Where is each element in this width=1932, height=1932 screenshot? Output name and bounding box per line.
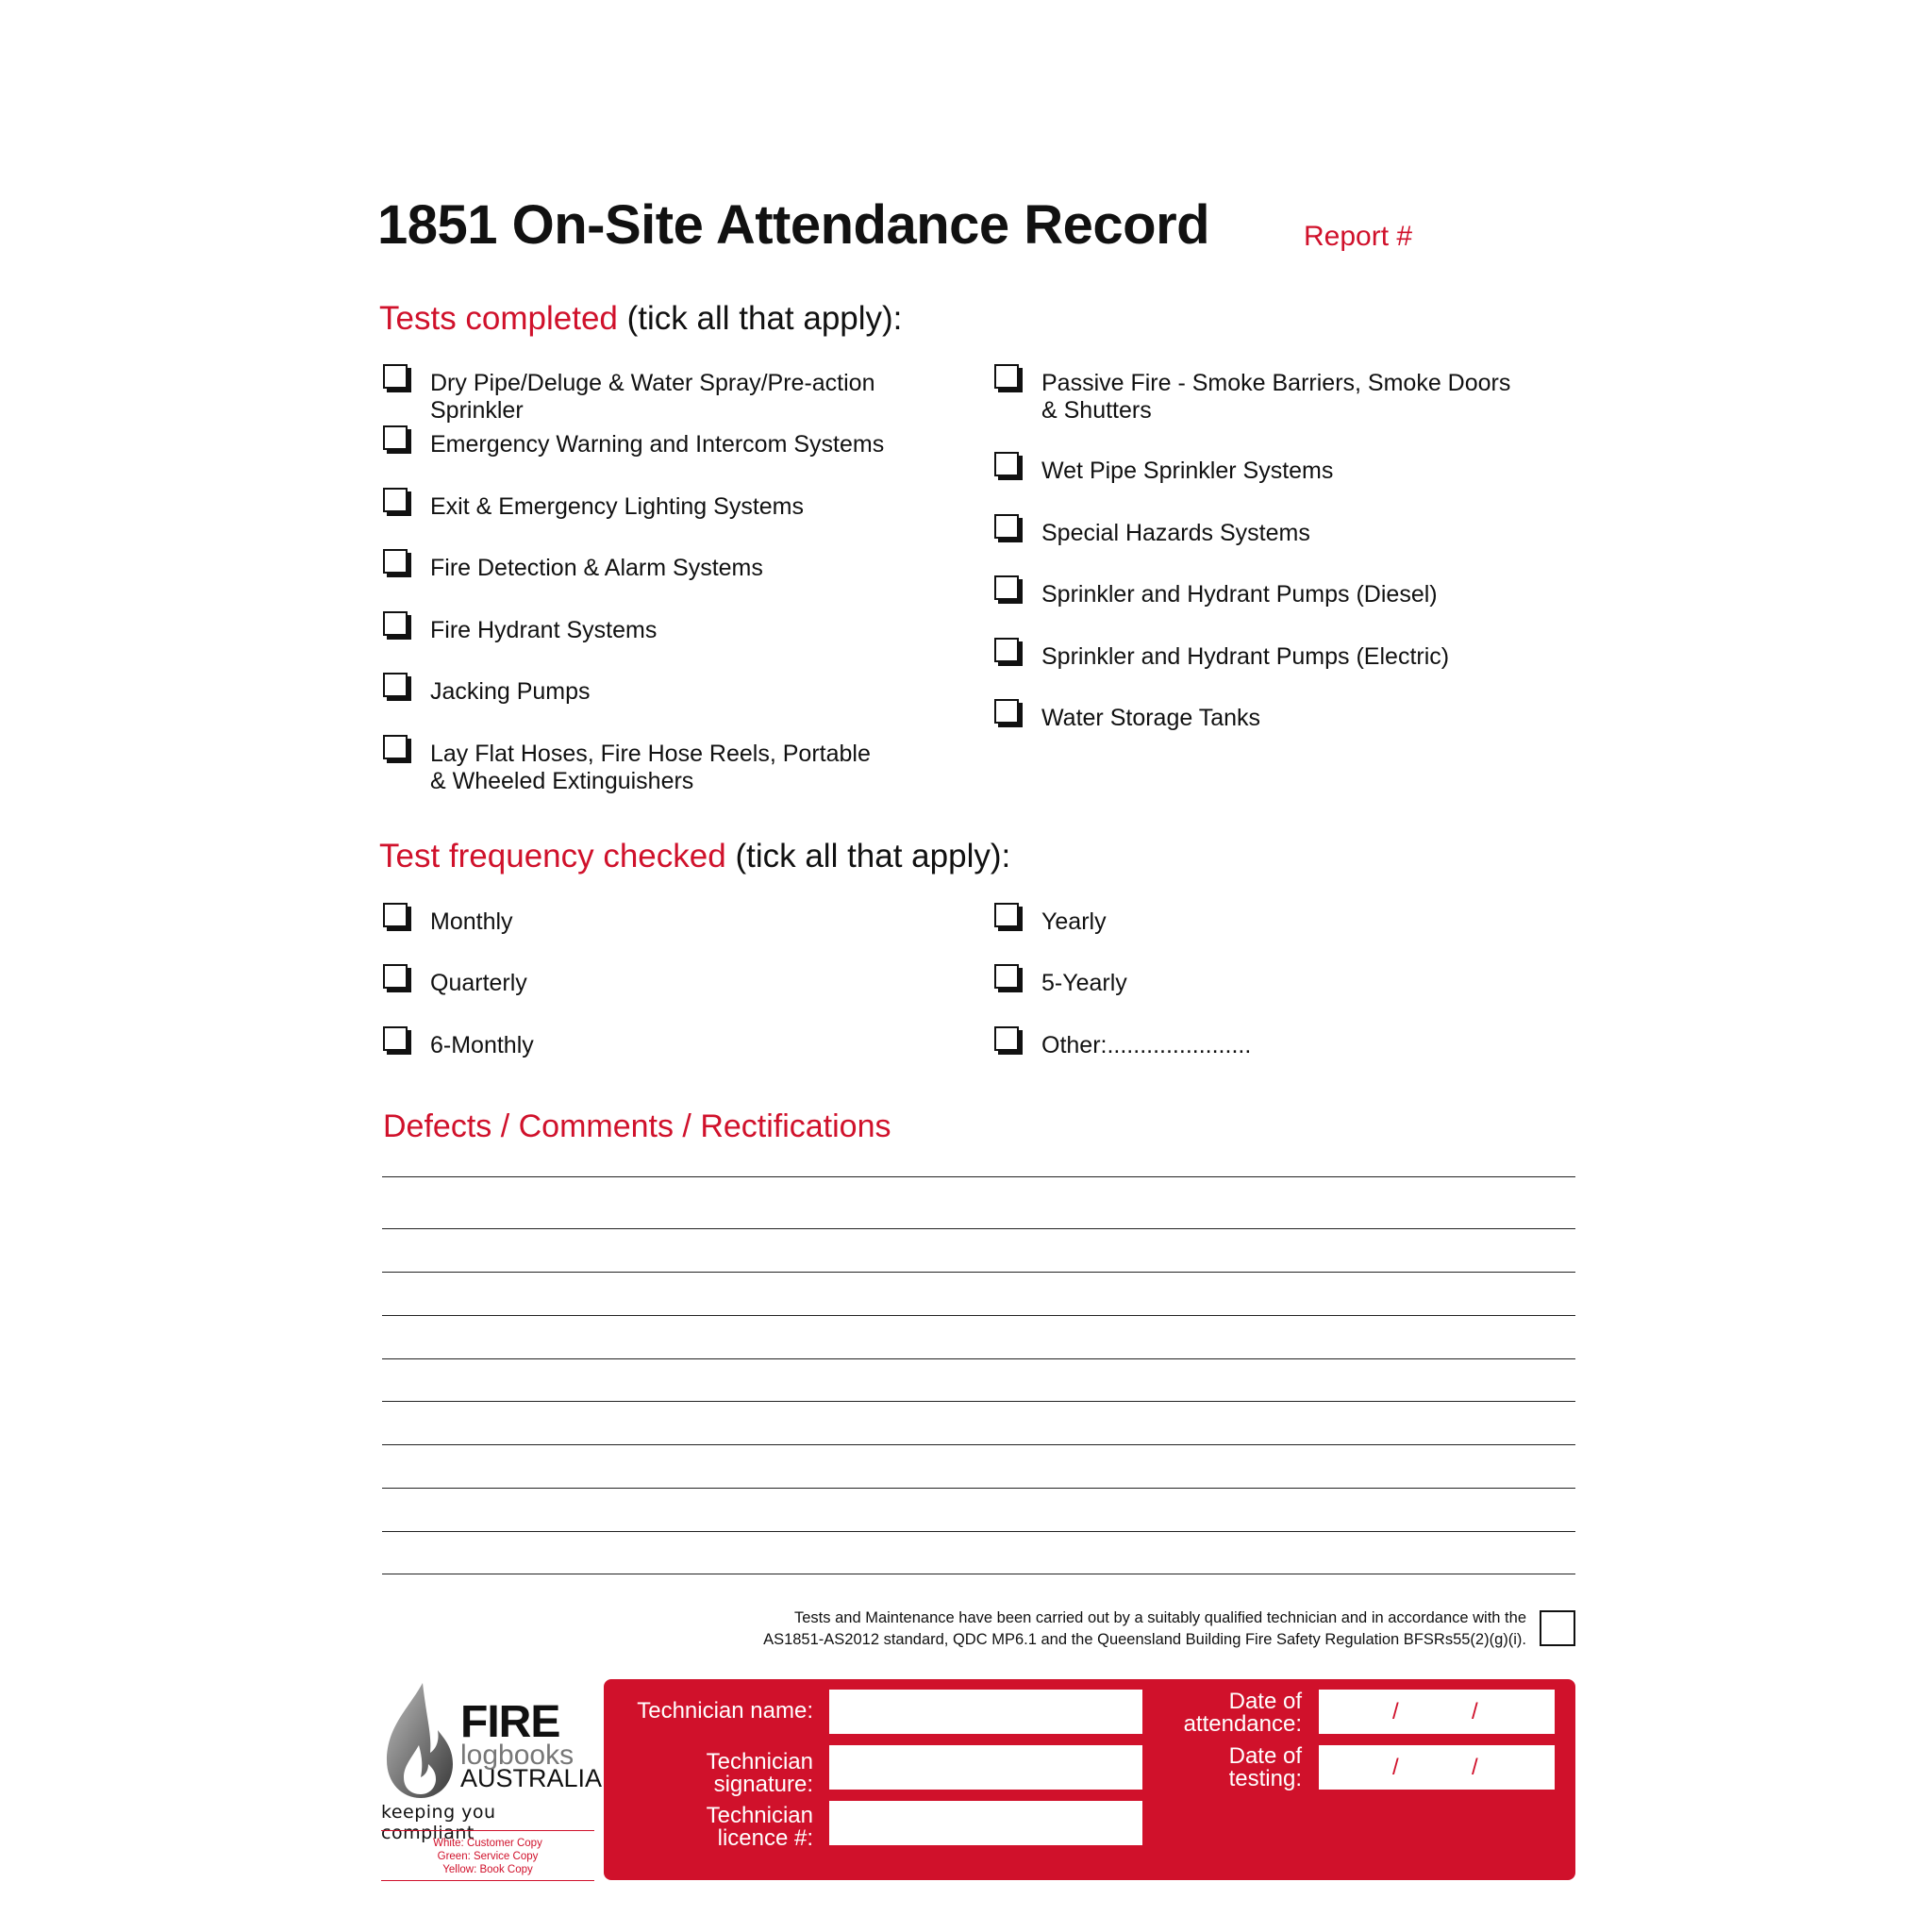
test-option[interactable] (377, 678, 591, 706)
frequency-option-label: Other:...................... (1041, 1032, 1252, 1058)
copy-line: Green: Service Copy (437, 1851, 539, 1862)
copy-line: Yellow: Book Copy (442, 1864, 533, 1875)
tests-completed-heading-note: (tick all that apply): (617, 300, 903, 337)
test-option[interactable] (377, 617, 657, 644)
page-title: 1851 On-Site Attendance Record (377, 194, 1210, 256)
test-option-label: Sprinkler and Hydrant Pumps (Electric) (1041, 643, 1450, 670)
test-option-label: Fire Detection & Alarm Systems (430, 555, 763, 581)
checkbox[interactable] (383, 964, 408, 989)
fire-logbooks-logo (381, 1679, 603, 1879)
checkbox[interactable] (383, 1026, 408, 1051)
checkbox[interactable] (994, 452, 1019, 476)
test-option[interactable] (377, 741, 887, 795)
technician-signature-field[interactable] (829, 1745, 1142, 1790)
test-option[interactable] (989, 370, 1517, 425)
date-separator: / (1472, 1755, 1478, 1780)
flame-icon (381, 1679, 457, 1800)
frequency-option-label: 5-Yearly (1041, 970, 1127, 996)
test-option-label: Fire Hydrant Systems (430, 617, 658, 643)
label-line: Date of (1228, 1743, 1302, 1769)
test-frequency-heading-note: (tick all that apply): (725, 838, 1011, 874)
checkbox[interactable] (994, 514, 1019, 539)
logo-fire-text: FIRE (460, 1697, 560, 1747)
defects-heading: Defects / Comments / Rectifications (383, 1108, 891, 1144)
date-of-attendance-label (1132, 1690, 1302, 1736)
label-line: attendance: (1183, 1711, 1302, 1737)
tests-completed-heading (379, 300, 902, 338)
test-option-label: Exit & Emergency Lighting Systems (430, 493, 804, 520)
technician-licence-field[interactable] (829, 1801, 1142, 1845)
frequency-option-label: Quarterly (430, 970, 527, 996)
test-option[interactable] (989, 705, 1260, 732)
checkbox[interactable] (383, 364, 408, 389)
compliance-statement (677, 1607, 1526, 1651)
comment-line[interactable] (382, 1315, 1575, 1316)
test-option[interactable] (377, 555, 763, 582)
date-of-testing-field[interactable] (1319, 1745, 1555, 1790)
checkbox[interactable] (383, 488, 408, 512)
date-of-testing-label (1132, 1745, 1302, 1790)
frequency-option[interactable] (377, 908, 513, 936)
checkbox[interactable] (994, 1026, 1019, 1051)
compliance-line: Tests and Maintenance have been carried out by a suitably qualified technician and in accordance with the (794, 1609, 1526, 1626)
frequency-option[interactable] (989, 970, 1127, 997)
test-option[interactable] (989, 643, 1449, 671)
logo-logbooks-text: logbooks (460, 1740, 575, 1771)
report-number-label: Report # (1304, 221, 1413, 252)
test-option[interactable] (377, 493, 804, 521)
test-option-label: Wet Pipe Sprinkler Systems (1041, 458, 1334, 484)
checkbox[interactable] (383, 673, 408, 697)
test-option[interactable] (377, 431, 884, 458)
frequency-option-label: Yearly (1041, 908, 1107, 935)
checkbox[interactable] (994, 364, 1019, 389)
frequency-option[interactable] (989, 908, 1107, 936)
checkbox[interactable] (383, 735, 408, 759)
comment-line[interactable] (382, 1272, 1575, 1273)
test-option-label: Sprinkler and Hydrant Pumps (Diesel) (1041, 581, 1438, 608)
logo-australia-text: AUSTRALIA (460, 1764, 603, 1792)
copy-line: White: Customer Copy (433, 1838, 542, 1849)
checkbox[interactable] (383, 903, 408, 927)
comment-line[interactable] (382, 1488, 1575, 1489)
test-option-label: Jacking Pumps (430, 678, 591, 705)
frequency-option[interactable] (377, 1032, 534, 1059)
test-option-label: Passive Fire - Smoke Barriers, Smoke Doors & Shutters (1041, 370, 1511, 424)
technician-name-field[interactable] (829, 1690, 1142, 1734)
test-option-label: Dry Pipe/Deluge & Water Spray/Pre-action Sprinkler (430, 370, 875, 424)
checkbox[interactable] (994, 699, 1019, 724)
checkbox[interactable] (383, 425, 408, 450)
comment-line[interactable] (382, 1401, 1575, 1402)
test-frequency-heading (379, 838, 1010, 875)
test-option[interactable] (989, 520, 1310, 547)
technician-licence-label (604, 1805, 813, 1850)
compliance-line: AS1851-AS2012 standard, QDC MP6.1 and the Queensland Building Fire Safety Regulation BFSRs55(2)(g)(i). (763, 1631, 1526, 1648)
test-option-label: Special Hazards Systems (1041, 520, 1310, 546)
comment-line[interactable] (382, 1176, 1575, 1177)
test-option-label: Lay Flat Hoses, Fire Hose Reels, Portable & Wheeled Extinguishers (430, 741, 871, 794)
date-separator: / (1472, 1699, 1478, 1724)
logo-tagline: keeping you compliant (381, 1802, 496, 1843)
label-line: Technician (706, 1803, 813, 1828)
frequency-option[interactable] (989, 1032, 1251, 1059)
technician-name-label: Technician name: (637, 1698, 813, 1724)
copy-distribution-note (381, 1830, 594, 1881)
comment-line[interactable] (382, 1444, 1575, 1445)
test-option[interactable] (989, 581, 1438, 608)
signoff-panel (604, 1679, 1575, 1880)
test-option-label: Emergency Warning and Intercom Systems (430, 431, 885, 458)
tests-completed-heading-red: Tests completed (379, 300, 618, 337)
label-line: testing: (1228, 1766, 1302, 1791)
frequency-option-label: Monthly (430, 908, 513, 935)
checkbox[interactable] (994, 903, 1019, 927)
comment-line[interactable] (382, 1358, 1575, 1359)
label-line: Date of (1228, 1689, 1302, 1714)
comment-line[interactable] (382, 1531, 1575, 1532)
checkbox[interactable] (383, 611, 408, 636)
checkbox[interactable] (383, 549, 408, 574)
label-line: signature: (713, 1772, 813, 1797)
technician-signature-label (604, 1751, 813, 1796)
checkbox[interactable] (994, 638, 1019, 662)
test-frequency-heading-red: Test frequency checked (379, 838, 726, 874)
test-option[interactable] (989, 458, 1333, 485)
checkbox[interactable] (994, 575, 1019, 600)
label-line: Technician (706, 1749, 813, 1774)
comment-line[interactable] (382, 1228, 1575, 1229)
date-separator: / (1392, 1699, 1399, 1724)
compliance-checkbox[interactable] (1540, 1610, 1575, 1646)
checkbox[interactable] (994, 964, 1019, 989)
test-option-label: Water Storage Tanks (1041, 705, 1261, 731)
date-of-attendance-field[interactable] (1319, 1690, 1555, 1734)
test-option[interactable] (377, 370, 962, 425)
label-line: licence #: (717, 1825, 813, 1851)
frequency-option-label: 6-Monthly (430, 1032, 534, 1058)
frequency-option[interactable] (377, 970, 527, 997)
date-separator: / (1392, 1755, 1399, 1780)
